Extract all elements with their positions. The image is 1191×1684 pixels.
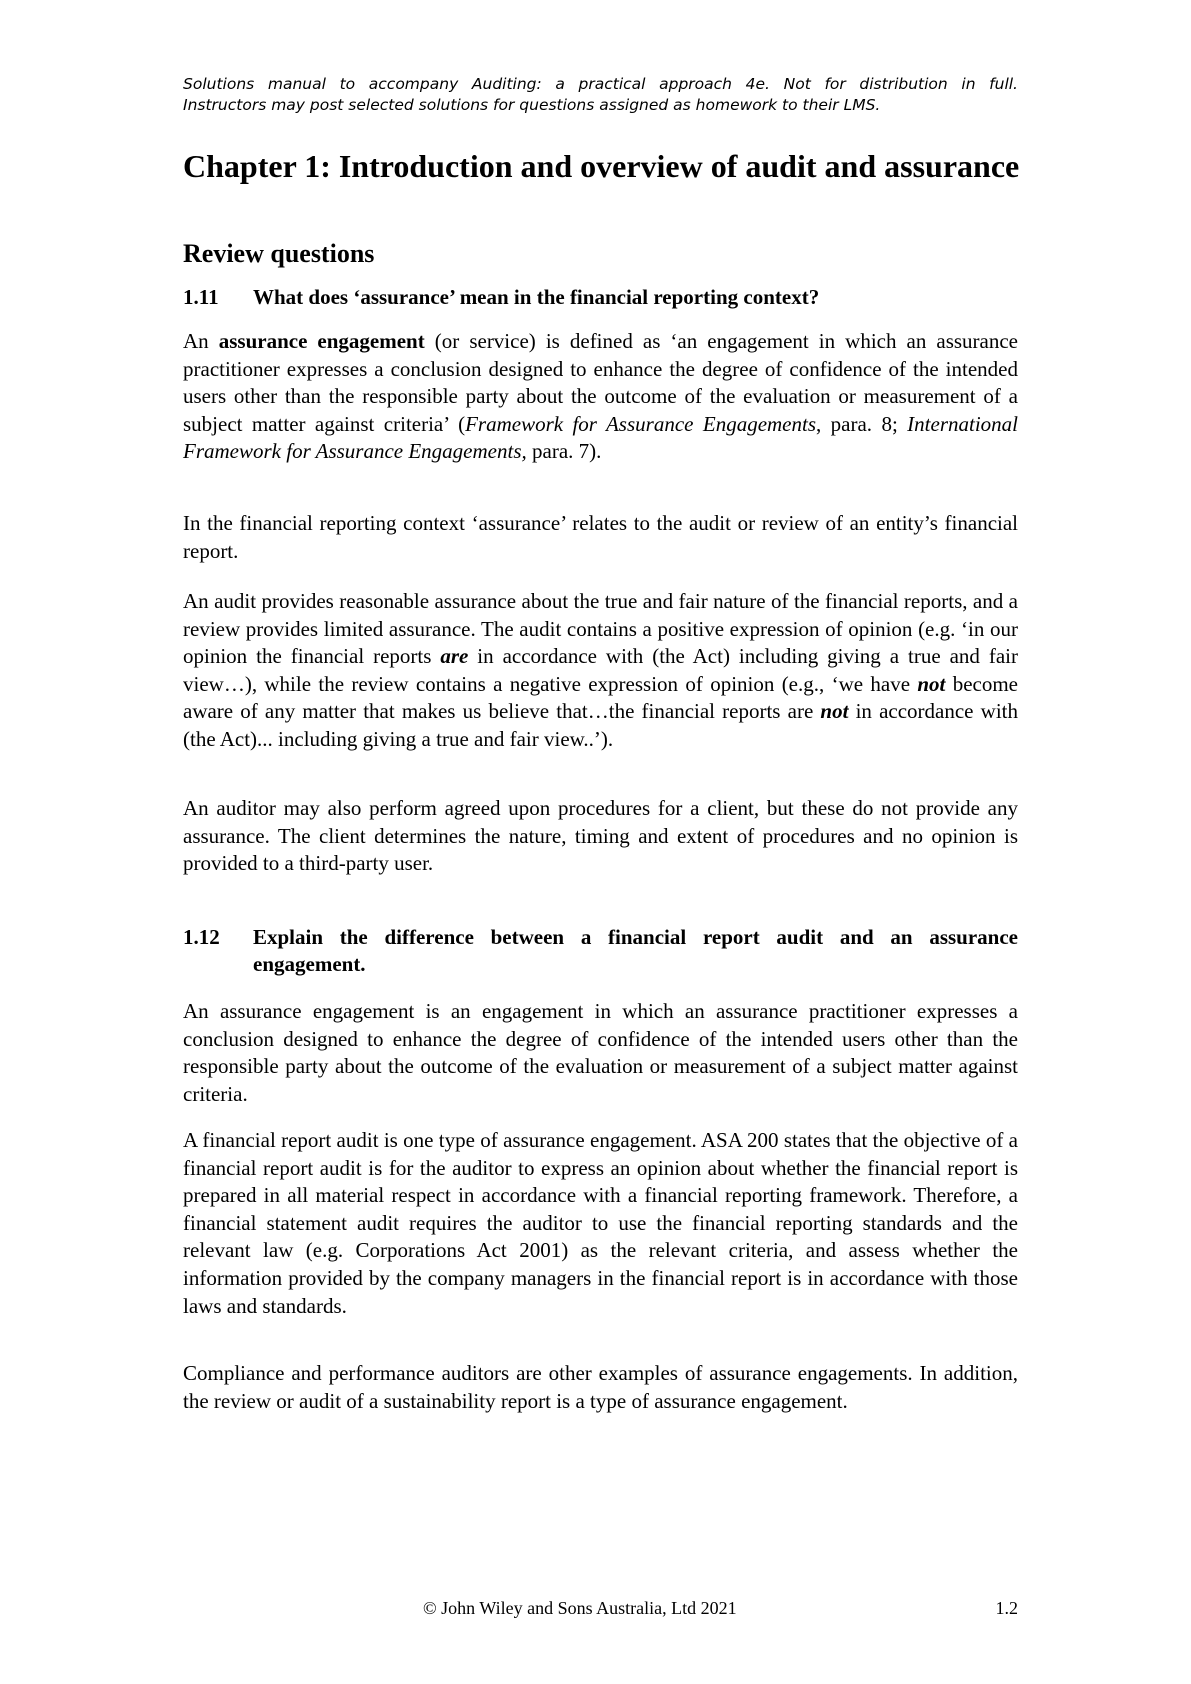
answer-paragraph: An assurance engagement (or service) is defined as ‘an engagement in which an assurance practitioner expresses a conclusion designed to enhance the degree of confidence of the intended users other than the responsible party about the outcome of the evaluation or measurement of a subject matter against criteria’ (Framework for Assurance Engagements, para. 8; International Framework for Assurance Engagements, para. 7). [183,329,1019,464]
question-text: Explain the difference between a financial report audit and an assurance engagement. [253,925,1018,976]
question-number: 1.11 [183,285,219,309]
header-line-1: Solutions manual to accompany Auditing: a practical approach 4e. Not for distribution in full. [183,75,1018,93]
question-number: 1.12 [183,925,220,949]
copyright-notice: © John Wiley and Sons Australia, Ltd 2021 [423,1598,737,1618]
document-page [183,0,1018,1684]
page-header [183,74,1018,116]
question-heading [183,284,1018,311]
citation: Framework for Assurance Engagements [465,411,817,436]
emphasis: not [917,671,946,696]
emphasis: are [440,644,469,669]
question-heading [183,924,1018,978]
header-line-2: Instructors may post selected solutions for questions assigned as homework to their LMS. [183,96,881,114]
answer-paragraph: In the financial reporting context ‘assurance’ relates to the audit or review of an entity’s financial report. [183,511,1018,563]
emphasis: not [820,699,849,724]
page-number: 1.2 [995,1598,1018,1618]
answer-paragraph: An audit provides reasonable assurance about the true and fair nature of the financial reports, and a review provides limited assurance. The audit contains a positive expression of opinion (e.g. ‘in our opinion the financial reports are in accordance with (the Act) including giving a true and fair view…), while the review contains a negative expression of opinion (e.g., ‘we have not become aware of any matter that makes us believe that…the financial reports are not in accordance with (the Act)... including giving a true and fair view..’). [183,589,1018,751]
answer-paragraph: An auditor may also perform agreed upon procedures for a client, but these do not provide any assurance. The client determines the nature, timing and extent of procedures and no opinion is provided to a third-party user. [183,796,1018,876]
section-title: Review questions [183,239,375,268]
answer-paragraph: A financial report audit is one type of assurance engagement. ASA 200 states that the objective of a financial report audit is for the auditor to express an opinion about whether the financial report is prepared in all material respect in accordance with a financial reporting framework. Therefore, a financial statement audit requires the auditor to use the financial reporting standards and the relevant law (e.g. Corporations Act 2001) as the relevant criteria, and assess whether the information provided by the company managers in the financial report is in accordance with those laws and standards. [183,1128,1018,1318]
answer-paragraph: An assurance engagement is an engagement in which an assurance practitioner expresses a conclusion designed to enhance the degree of confidence of the intended users other than the responsible party about the outcome of the evaluation or measurement of a subject matter against criteria. [183,999,1018,1106]
citation: International Framework for Assurance Engagements, [183,411,1018,464]
answer-paragraph: Compliance and performance auditors are other examples of assurance engagements. In addition, the review or audit of a sustainability report is a type of assurance engagement. [183,1361,1018,1413]
question-text: What does ‘assurance’ mean in the financial reporting context? [253,285,820,309]
chapter-title: Chapter 1: Introduction and overview of audit and assurance [183,148,1020,184]
defined-term: assurance engagement [218,329,425,353]
